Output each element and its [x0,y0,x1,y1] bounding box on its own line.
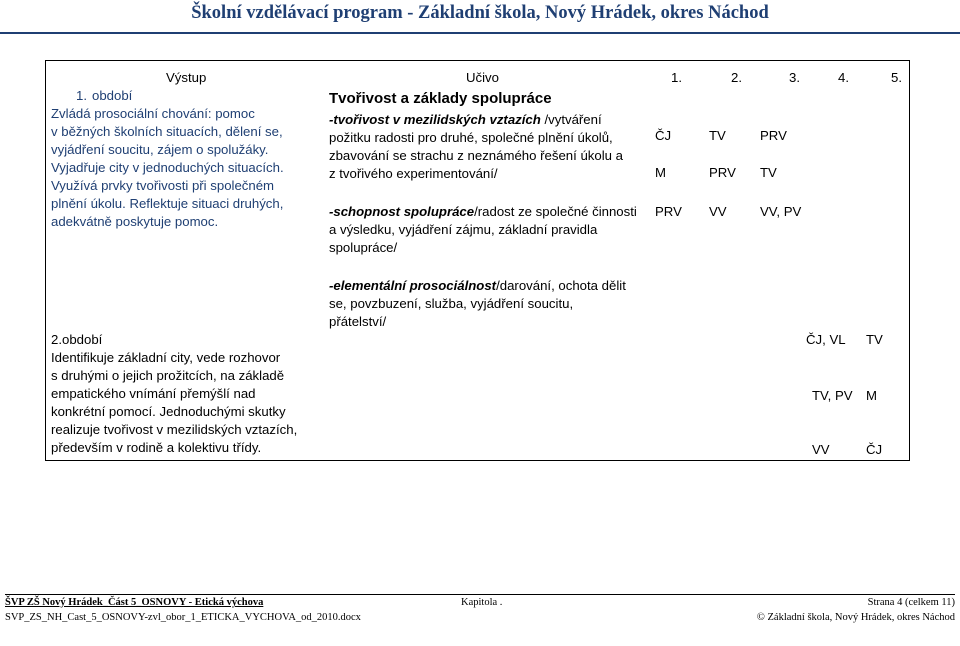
header-divider [0,32,960,34]
period2-line: empatického vnímání přemýšlí nad [51,386,256,401]
grade-cell: TV, PV [812,388,853,403]
period1-line: plnění úkolu. Reflektuje situaci druhých, [51,196,284,211]
period1-line: Zvládá prosociální chování: pomoc [51,106,255,121]
ucivo-block1-line: zbavování se strachu z neznámého řešení úkolu a [329,148,623,163]
footer-row-2 [5,612,955,623]
footer-divider [5,594,955,595]
ucivo-block1-line: požitku radosti pro druhé, společné plnění úkolů, [329,130,613,145]
grade-cell: PRV [709,165,736,180]
footer-document-name: ŠVP ZŠ Nový Hrádek_Část 5_OSNOVY - Etická výchova [5,597,264,608]
ucivo-block2-emphasis: -schopnost spolupráce [329,204,475,219]
grade-cell: VV [709,204,727,219]
grade-cell: ČJ [655,128,672,143]
ucivo-block2-first-line [329,203,637,221]
period1-line: Vyjadřuje city v jednoduchých situacích. [51,160,284,175]
grade-cell: M [866,388,877,403]
grade-cell: ČJ [866,442,883,457]
grade-cell: TV [866,332,883,347]
grade-cell: TV [760,165,777,180]
period1-label: období [92,88,133,103]
period2-label: 2.období [51,332,103,347]
period2-line: konkrétní pomocí. Jednoduchými skutky [51,404,286,419]
ucivo-block1-first-line [329,111,602,129]
ucivo-block1-rest: /vytváření [540,112,602,127]
ucivo-block2-rest: /radost ze společné činnosti [474,204,637,219]
grade-cell: TV [709,128,726,143]
ucivo-block2-line: spolupráce/ [329,240,398,255]
ucivo-block3-emphasis: -elementální prosociálnost [329,278,497,293]
column-header-ucivo: Učivo [466,70,499,85]
ucivo-block3-rest: /darování, ochota dělit [496,278,626,293]
grade-cell: VV [812,442,830,457]
ucivo-block1-line: z tvořivého experimentování/ [329,166,498,181]
column-header-grade-1: 1. [671,70,682,85]
period2-line: realizuje tvořivost v mezilidských vztazích, [51,422,298,437]
ucivo-title: Tvořivost a základy spolupráce [329,90,552,107]
column-header-grade-5: 5. [891,70,902,85]
curriculum-table [45,60,910,461]
grade-cell: M [655,165,666,180]
period1-line: Využívá prvky tvořivosti při společném [51,178,275,193]
grade-cell: PRV [655,204,682,219]
column-header-grade-2: 2. [731,70,742,85]
footer-file-name: SVP_ZS_NH_Cast_5_OSNOVY-zvl_obor_1_ETICKA_VYCHOVA_od_2010.docx [5,612,361,623]
ucivo-block3-line: se, povzbuzení, služba, vyjádření soucitu, [329,296,574,311]
footer-page-number: Strana 4 (celkem 11) [867,597,955,608]
period1-number: 1. [76,88,87,103]
column-header-grade-4: 4. [838,70,849,85]
period1-line: v běžných školních situacích, dělení se, [51,124,283,139]
column-header-vystup: Výstup [166,70,207,85]
footer-chapter: Kapitola . [461,597,503,608]
period2-line: s druhými o jejich prožitcích, na základě [51,368,285,383]
period2-line: především v rodině a kolektivu třídy. [51,440,262,455]
footer-copyright: © Základní škola, Nový Hrádek, okres Náchod [756,612,955,623]
period1-line: adekvátně poskytuje pomoc. [51,214,219,229]
ucivo-block3-line: přátelství/ [329,314,387,329]
ucivo-block3-first-line [329,277,626,295]
footer-row-1 [5,597,955,608]
ucivo-block1-emphasis: -tvořivost v mezilidských vztazích [329,112,541,127]
period2-line: Identifikuje základní city, vede rozhovor [51,350,281,365]
grade-cell: VV, PV [760,204,802,219]
document-header-title: Školní vzdělávací program - Základní škola, Nový Hrádek, okres Náchod [191,3,769,23]
ucivo-block2-line: a výsledku, vyjádření zájmu, základní pravidla [329,222,598,237]
grade-cell: ČJ, VL [806,332,846,347]
column-header-grade-3: 3. [789,70,800,85]
period1-line: vyjádření soucitu, zájem o spolužáky. [51,142,269,157]
grade-cell: PRV [760,128,787,143]
